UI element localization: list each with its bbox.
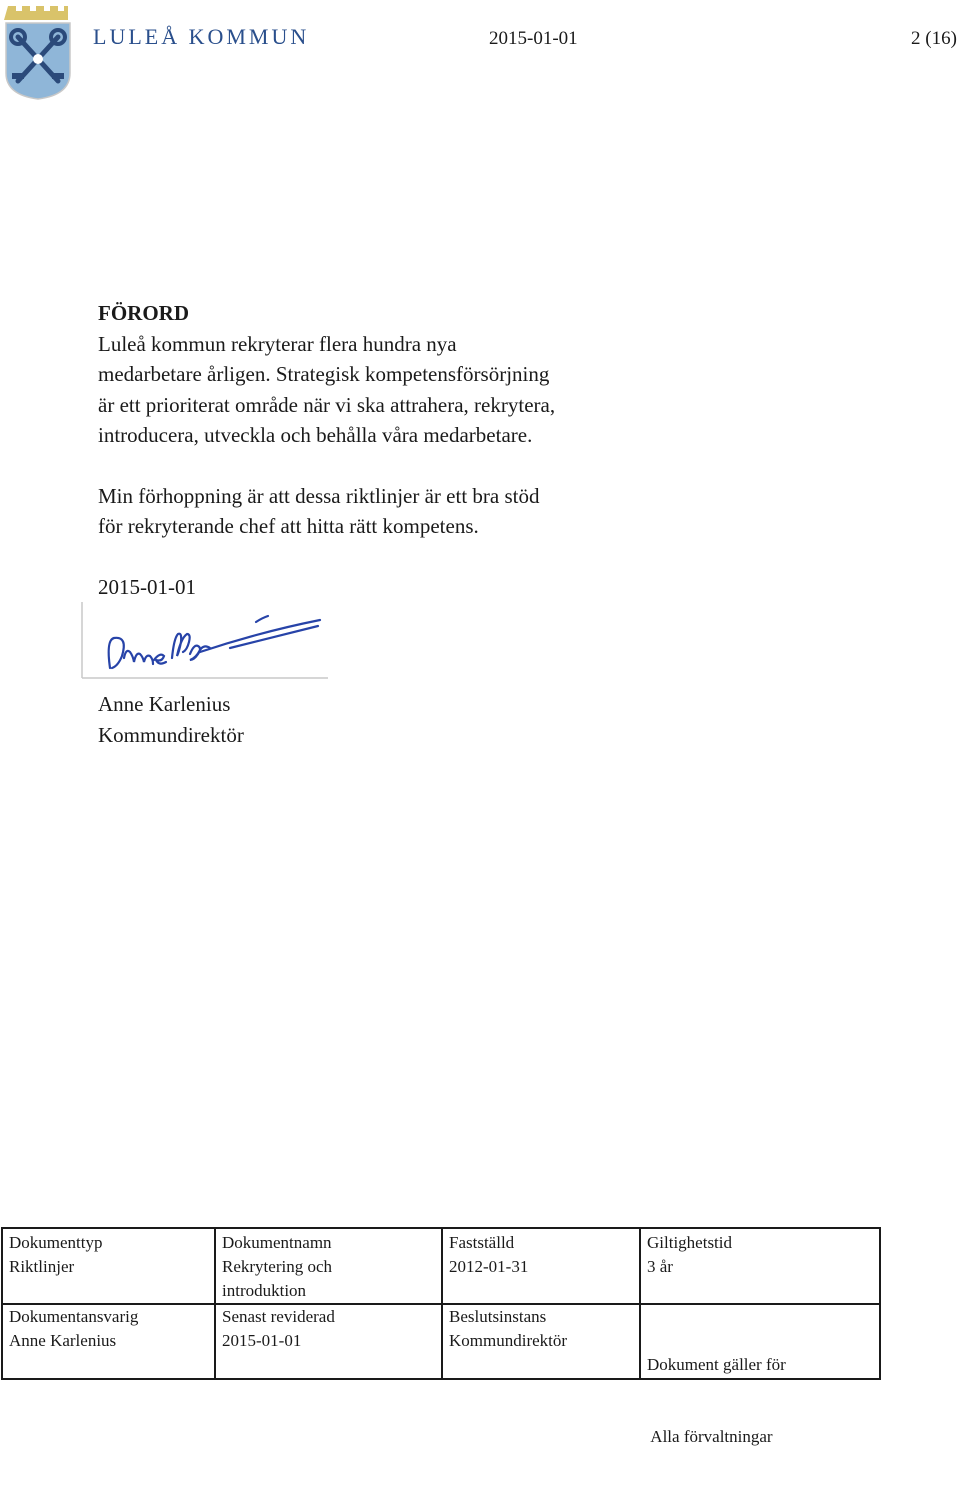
signer-name: Anne Karlenius (98, 692, 231, 716)
validity-cell (647, 1231, 732, 1279)
text-line: medarbetare årligen. Strategisk kompetensförsörjning (98, 362, 550, 386)
value: Anne Karlenius (9, 1331, 117, 1350)
label: Dokumentansvarig (9, 1307, 139, 1326)
text-line: introducera, utveckla och behålla våra medarbetare. (98, 423, 533, 447)
text-line: för rekryterande chef att hitta rätt kompetens. (98, 514, 479, 538)
lulea-coat-of-arms-icon (4, 3, 72, 101)
value: 2015-01-01 (222, 1331, 302, 1350)
handwritten-signature (80, 602, 330, 680)
text-line: Luleå kommun rekryterar flera hundra nya (98, 331, 457, 356)
established-cell (449, 1231, 528, 1279)
text-line: Min förhoppning är att dessa riktlinjer är ett bra stöd (98, 483, 540, 508)
value: Rekrytering och (222, 1257, 332, 1276)
value: Alla förvaltningar (647, 1427, 773, 1446)
authority-cell (449, 1305, 567, 1353)
foreword-paragraph-2 (98, 481, 658, 542)
label: Dokumentnamn (222, 1233, 332, 1252)
foreword-paragraph-1 (98, 329, 658, 451)
value: introduktion (222, 1281, 307, 1300)
text-line: är ett prioriterat område när vi ska attrahera, rekrytera, (98, 392, 556, 417)
label: Senast reviderad (222, 1307, 335, 1326)
label: Giltighetstid (647, 1233, 732, 1252)
page-number: 2 (16) (911, 28, 957, 49)
revised-cell (222, 1305, 335, 1353)
foreword-date: 2015-01-01 (98, 574, 196, 599)
foreword-title: FÖRORD (98, 301, 189, 325)
value: 3 år (647, 1257, 673, 1276)
signer-title: Kommundirektör (98, 722, 244, 747)
document-metadata-table (1, 1227, 881, 1446)
value: Riktlinjer (9, 1257, 75, 1276)
value: 2012-01-31 (449, 1257, 529, 1276)
applies-to-cell (647, 1305, 786, 1497)
label: Dokumenttyp (9, 1233, 103, 1252)
document-name-cell (222, 1231, 332, 1303)
foreword-section (98, 298, 658, 602)
document-type-cell (9, 1231, 103, 1279)
label: Dokument gäller för (647, 1355, 786, 1374)
header-date: 2015-01-01 (489, 28, 578, 49)
label: Beslutsinstans (449, 1307, 547, 1326)
label: Fastställd (449, 1233, 515, 1252)
value: Kommundirektör (449, 1331, 568, 1350)
signer-block (98, 689, 244, 750)
responsible-cell (9, 1305, 138, 1353)
organization-name: LULEÅ KOMMUN (93, 24, 310, 49)
